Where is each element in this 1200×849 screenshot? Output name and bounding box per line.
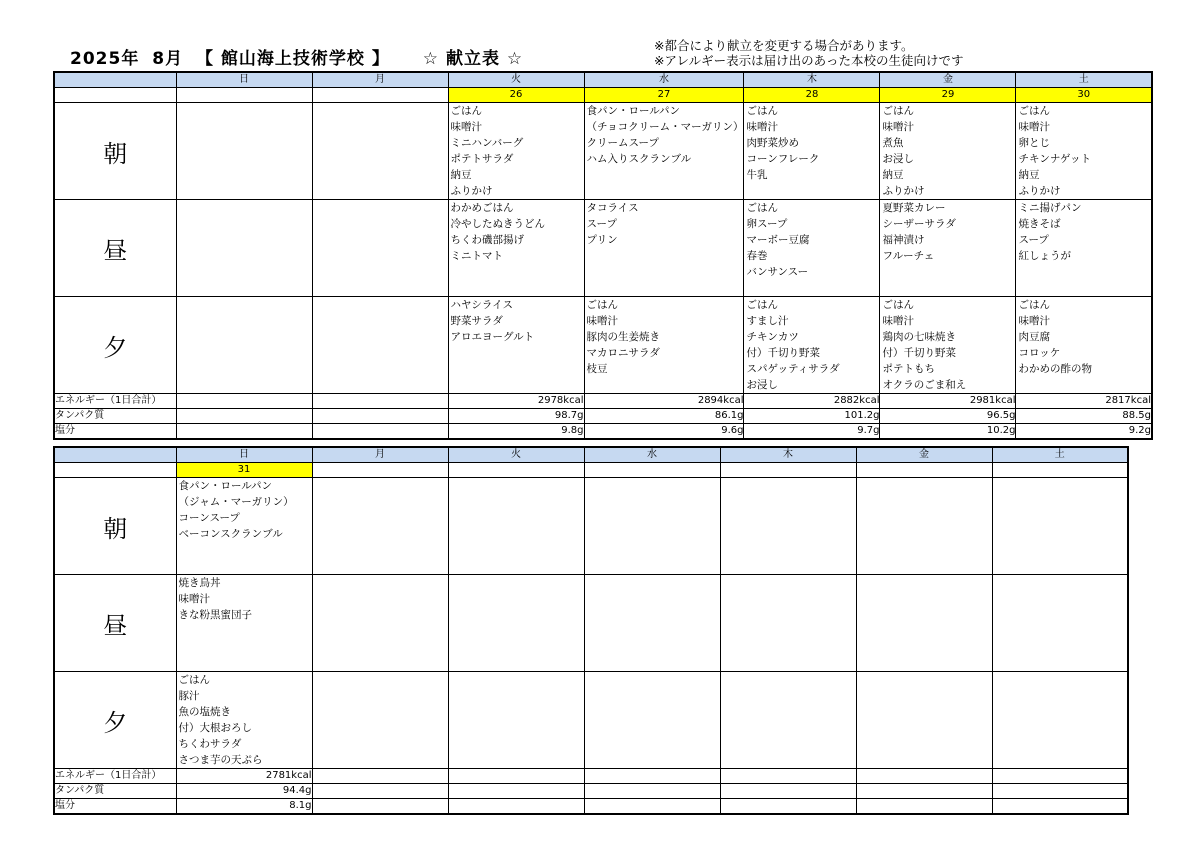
menu-item: 春巻 — [746, 250, 768, 262]
meal-dinner-cell — [880, 297, 1016, 394]
meal-dinner-cell — [448, 672, 584, 769]
day-header: 金 — [880, 72, 1016, 88]
date-cell — [176, 88, 312, 103]
menu-item: 味噌汁 — [882, 121, 914, 133]
protein-value: 86.1g — [584, 409, 744, 424]
menu-item: 肉野菜炒め — [746, 137, 799, 149]
meal-lunch-cell — [856, 575, 992, 672]
menu-item: ふりかけ — [1018, 185, 1061, 197]
menu-item: 焼き鳥丼 — [178, 577, 221, 589]
menu-item: ミニハンバーグ — [450, 137, 524, 149]
meal-breakfast-label: 朝 — [54, 103, 176, 200]
energy-label: エネルギー（1日合計） — [54, 394, 176, 409]
meal-lunch-cell — [176, 575, 312, 672]
day-header: 日 — [176, 447, 312, 463]
salt-value: 8.1g — [176, 799, 312, 815]
meal-dinner-cell — [1016, 297, 1152, 394]
salt-value: 10.2g — [880, 424, 1016, 440]
menu-item: 味噌汁 — [450, 121, 482, 133]
menu-item: ふりかけ — [882, 185, 925, 197]
menu-item: バンサンスー — [746, 266, 809, 278]
meal-breakfast-cell — [720, 478, 856, 575]
meal-dinner-label: 夕 — [54, 297, 176, 394]
day-header: 火 — [448, 72, 584, 88]
protein-label: タンパク質 — [54, 409, 176, 424]
meal-dinner-cell — [992, 672, 1128, 769]
meal-breakfast-cell — [448, 478, 584, 575]
day-header: 水 — [584, 72, 744, 88]
meal-lunch-label: 昼 — [54, 200, 176, 297]
title-school: 【 館山海上技術学校 】 — [196, 49, 390, 69]
menu-item: 納豆 — [1018, 169, 1040, 181]
meal-breakfast-cell — [992, 478, 1128, 575]
meal-breakfast-cell — [312, 103, 448, 200]
energy-value: 2781kcal — [176, 769, 312, 784]
energy-value — [312, 394, 448, 409]
meal-lunch-cell — [312, 575, 448, 672]
menu-item: 卵とじ — [1018, 137, 1050, 149]
date-cell — [312, 88, 448, 103]
menu-item: ごはん — [1018, 105, 1050, 117]
menu-item: ごはん — [882, 105, 914, 117]
menu-item: 豚汁 — [178, 690, 200, 702]
meal-dinner-cell — [176, 672, 312, 769]
meal-lunch-cell — [744, 200, 880, 297]
salt-label: 塩分 — [54, 424, 176, 440]
menu-item: マーボー豆腐 — [746, 234, 810, 246]
page-title — [70, 44, 529, 69]
menu-item: マカロニサラダ — [586, 347, 660, 359]
day-header: 金 — [856, 447, 992, 463]
notes — [654, 38, 964, 68]
protein-value: 88.5g — [1016, 409, 1152, 424]
menu-item: ミニ揚げパン — [1018, 202, 1082, 214]
menu-item: ごはん — [450, 105, 482, 117]
menu-item: コーンフレーク — [746, 153, 820, 165]
meal-dinner-cell — [176, 297, 312, 394]
meal-breakfast-cell — [176, 478, 312, 575]
protein-value: 98.7g — [448, 409, 584, 424]
meal-breakfast-label: 朝 — [54, 478, 176, 575]
meal-breakfast-cell — [744, 103, 880, 200]
salt-value — [992, 799, 1128, 815]
menu-item: ごはん — [1018, 299, 1050, 311]
menu-item: すまし汁 — [746, 315, 789, 327]
menu-item: スパゲッティサラダ — [746, 363, 840, 375]
title-month: 8月 — [152, 49, 184, 69]
menu-item: 鶏肉の七味焼き — [882, 331, 956, 343]
menu-item: お浸し — [882, 153, 914, 165]
note-line: ※アレルギー表示は届け出のあった本校の生徒向けです — [654, 53, 964, 68]
menu-item: ベーコンスクランブル — [178, 528, 283, 540]
date-cell — [992, 463, 1128, 478]
corner-cell — [54, 72, 176, 88]
meal-lunch-cell — [992, 575, 1128, 672]
menu-item: タコライス — [586, 202, 639, 214]
menu-item: 牛乳 — [746, 169, 768, 181]
menu-item: ごはん — [746, 105, 778, 117]
date-cell — [448, 463, 584, 478]
day-header: 水 — [584, 447, 720, 463]
menu-item: 付）大根おろし — [178, 722, 252, 734]
meal-dinner-cell — [584, 672, 720, 769]
salt-value — [176, 424, 312, 440]
salt-value: 9.8g — [448, 424, 584, 440]
menu-item: わかめの酢の物 — [1018, 363, 1092, 375]
menu-item: ミニトマト — [450, 250, 503, 262]
menu-item: 枝豆 — [586, 363, 608, 375]
energy-value — [992, 769, 1128, 784]
energy-value: 2978kcal — [448, 394, 584, 409]
menu-item: スープ — [586, 218, 617, 230]
menu-item: ごはん — [882, 299, 914, 311]
date-cell — [856, 463, 992, 478]
protein-value — [312, 784, 448, 799]
menu-item: シーザーサラダ — [882, 218, 956, 230]
menu-item: コロッケ — [1018, 347, 1061, 359]
meal-dinner-cell — [720, 672, 856, 769]
menu-item: アロエヨーグルト — [450, 331, 535, 343]
menu-item: 味噌汁 — [882, 315, 914, 327]
meal-breakfast-cell — [176, 103, 312, 200]
meal-dinner-cell — [312, 297, 448, 394]
energy-value: 2894kcal — [584, 394, 744, 409]
meal-lunch-cell — [312, 200, 448, 297]
energy-value — [176, 394, 312, 409]
menu-item: ちくわサラダ — [178, 738, 242, 750]
protein-value — [992, 784, 1128, 799]
meal-dinner-label: 夕 — [54, 672, 176, 769]
salt-value — [312, 424, 448, 440]
menu-item: ハム入りスクランブル — [586, 153, 692, 165]
energy-label: エネルギー（1日合計） — [54, 769, 176, 784]
menu-table-week2 — [53, 446, 1129, 815]
date-cell: 28 — [744, 88, 880, 103]
menu-item: 肉豆腐 — [1018, 331, 1050, 343]
meal-lunch-cell — [448, 200, 584, 297]
date-cell — [584, 463, 720, 478]
meal-dinner-cell — [584, 297, 744, 394]
day-header: 月 — [312, 447, 448, 463]
menu-item: 食パン・ロールパン — [178, 480, 273, 492]
menu-item: 付）千切り野菜 — [882, 347, 956, 359]
menu-item: 味噌汁 — [746, 121, 778, 133]
corner-cell — [54, 88, 176, 103]
menu-item: ごはん — [746, 299, 778, 311]
meal-breakfast-cell — [584, 478, 720, 575]
menu-item: 味噌汁 — [586, 315, 618, 327]
menu-item: わかめごはん — [450, 202, 514, 214]
meal-breakfast-cell — [1016, 103, 1152, 200]
energy-value: 2882kcal — [744, 394, 880, 409]
menu-item: 食パン・ロールパン — [586, 105, 681, 117]
energy-value — [856, 769, 992, 784]
menu-item: 味噌汁 — [178, 593, 210, 605]
energy-value: 2817kcal — [1016, 394, 1152, 409]
protein-value — [448, 784, 584, 799]
menu-item: クリームスープ — [586, 137, 659, 149]
energy-value — [312, 769, 448, 784]
date-cell: 31 — [176, 463, 312, 478]
day-header: 火 — [448, 447, 584, 463]
meal-lunch-cell — [584, 575, 720, 672]
menu-item: 味噌汁 — [1018, 121, 1050, 133]
title-year: 2025年 — [70, 49, 140, 69]
menu-item: 豚肉の生姜焼き — [586, 331, 660, 343]
menu-item: ポテトサラダ — [450, 153, 514, 165]
salt-value: 9.2g — [1016, 424, 1152, 440]
corner-cell — [54, 463, 176, 478]
meal-dinner-cell — [448, 297, 584, 394]
salt-value — [720, 799, 856, 815]
meal-lunch-cell — [176, 200, 312, 297]
salt-label: 塩分 — [54, 799, 176, 815]
menu-item: チキンカツ — [746, 331, 799, 343]
note-line: ※都合により献立を変更する場合があります。 — [654, 38, 914, 53]
menu-item: お浸し — [746, 379, 778, 391]
menu-item: ごはん — [746, 202, 778, 214]
menu-item: ごはん — [586, 299, 618, 311]
protein-value — [856, 784, 992, 799]
menu-item: オクラのごま和え — [882, 379, 967, 391]
date-cell: 29 — [880, 88, 1016, 103]
menu-item: 焼きそば — [1018, 218, 1061, 230]
meal-dinner-cell — [744, 297, 880, 394]
menu-item: フルーチェ — [882, 250, 935, 262]
day-header: 月 — [312, 72, 448, 88]
date-cell: 30 — [1016, 88, 1152, 103]
meal-lunch-cell — [1016, 200, 1152, 297]
salt-value — [584, 799, 720, 815]
date-cell: 27 — [584, 88, 744, 103]
date-cell: 26 — [448, 88, 584, 103]
date-cell — [312, 463, 448, 478]
menu-item: 魚の塩焼き — [178, 706, 231, 718]
day-header: 木 — [744, 72, 880, 88]
menu-item: スープ — [1018, 234, 1049, 246]
title-label: ☆ 献立表 ☆ — [422, 49, 524, 69]
menu-item: 煮魚 — [882, 137, 904, 149]
protein-value — [312, 409, 448, 424]
protein-value — [176, 409, 312, 424]
meal-breakfast-cell — [448, 103, 584, 200]
menu-item: ふりかけ — [450, 185, 493, 197]
meal-lunch-cell — [584, 200, 744, 297]
day-header: 日 — [176, 72, 312, 88]
energy-value — [448, 769, 584, 784]
menu-item: コーンスープ — [178, 512, 240, 524]
meal-lunch-cell — [880, 200, 1016, 297]
menu-item: チキンナゲット — [1018, 153, 1092, 165]
menu-item: 冷やしたぬきうどん — [450, 218, 545, 230]
menu-item: 味噌汁 — [1018, 315, 1050, 327]
meal-lunch-label: 昼 — [54, 575, 176, 672]
meal-breakfast-cell — [312, 478, 448, 575]
protein-value: 101.2g — [744, 409, 880, 424]
salt-value: 9.7g — [744, 424, 880, 440]
day-header: 木 — [720, 447, 856, 463]
protein-value: 94.4g — [176, 784, 312, 799]
menu-item: ちくわ磯部揚げ — [450, 234, 524, 246]
energy-value — [584, 769, 720, 784]
menu-item: 付）千切り野菜 — [746, 347, 820, 359]
energy-value: 2981kcal — [880, 394, 1016, 409]
menu-item: ハヤシライス — [450, 299, 513, 311]
meal-lunch-cell — [448, 575, 584, 672]
protein-value — [720, 784, 856, 799]
menu-item: 夏野菜カレー — [882, 202, 946, 214]
menu-item: ポテトもち — [882, 363, 935, 375]
menu-table-week1 — [53, 71, 1153, 440]
menu-item: 卵スープ — [746, 218, 788, 230]
menu-item: 野菜サラダ — [450, 315, 503, 327]
menu-item: （ジャム・マーガリン） — [178, 496, 294, 508]
energy-value — [720, 769, 856, 784]
menu-item: 紅しょうが — [1018, 250, 1071, 262]
meal-dinner-cell — [856, 672, 992, 769]
salt-value — [312, 799, 448, 815]
meal-breakfast-cell — [584, 103, 744, 200]
meal-breakfast-cell — [880, 103, 1016, 200]
menu-item: （チョコクリーム・マーガリン） — [586, 121, 744, 133]
menu-item: さつま芋の天ぷら — [178, 754, 263, 766]
protein-label: タンパク質 — [54, 784, 176, 799]
salt-value — [448, 799, 584, 815]
menu-item: 納豆 — [450, 169, 472, 181]
menu-item: 納豆 — [882, 169, 904, 181]
menu-item: 福神漬け — [882, 234, 925, 246]
protein-value — [584, 784, 720, 799]
salt-value — [856, 799, 992, 815]
day-header: 土 — [992, 447, 1128, 463]
meal-dinner-cell — [312, 672, 448, 769]
menu-item: プリン — [586, 234, 618, 246]
menu-item: きな粉黒蜜団子 — [178, 609, 252, 621]
meal-lunch-cell — [720, 575, 856, 672]
meal-breakfast-cell — [856, 478, 992, 575]
protein-value: 96.5g — [880, 409, 1016, 424]
day-header: 土 — [1016, 72, 1152, 88]
corner-cell — [54, 447, 176, 463]
salt-value: 9.6g — [584, 424, 744, 440]
date-cell — [720, 463, 856, 478]
menu-item: ごはん — [178, 674, 210, 686]
